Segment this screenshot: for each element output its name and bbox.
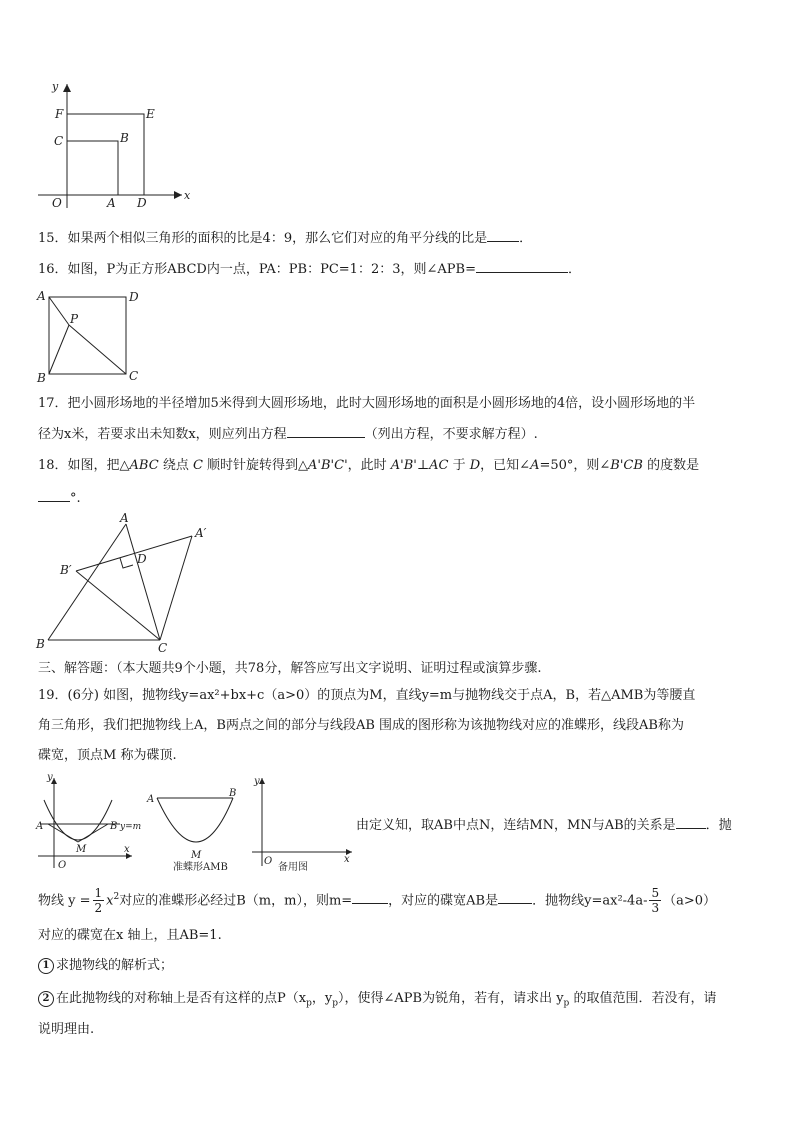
question-19-line-5: 物线 y = $\frac{1}{2}$ $x^2$对应的准蝶形必经过B（m，m），则m= ，对应的碟宽AB是 ．抛物线y=ax²-4a- $\frac{5}{3}$ （a>0） xyxy=(38,886,717,916)
svg-text:O: O xyxy=(264,856,273,867)
svg-text:M: M xyxy=(76,844,87,855)
figure-q19-graph-3 xyxy=(248,772,360,872)
point-C: C xyxy=(129,369,139,383)
point-B: B xyxy=(120,131,129,145)
answer-blank-15 xyxy=(487,229,519,242)
svg-text:x: x xyxy=(124,844,130,855)
point-A: A xyxy=(37,289,46,303)
svg-text:y=m: y=m xyxy=(120,822,142,832)
question-19-part-1: 1 求抛物线的解析式； xyxy=(38,957,173,975)
point-C: C xyxy=(158,641,168,655)
svg-text:B: B xyxy=(229,788,237,799)
svg-text:x: x xyxy=(344,854,350,865)
svg-text:y: y xyxy=(47,772,53,783)
svg-text:A: A xyxy=(36,821,44,832)
answer-blank-19-relation xyxy=(676,816,706,829)
answer-blank-18 xyxy=(38,489,70,502)
figure-q18-rotation xyxy=(30,510,230,660)
svg-text:A: A xyxy=(147,794,155,805)
part-2-number: 2 xyxy=(38,991,54,1007)
point-D: D xyxy=(137,196,147,210)
point-O: O xyxy=(52,196,62,210)
figure-q16-square xyxy=(34,286,154,386)
question-19-part-2: 2 在此抛物线的对称轴上是否有这样的点$P(x_p$，$y_p$），使得∠APB为锐角，若有，请求出 $y_p$ 的取值范围．若没有，请 xyxy=(38,990,716,1013)
point-A-prime: A′ xyxy=(195,526,207,540)
section-3-heading: 三、解答题：（本大题共9个小题，共78分，解答应写出文字说明、证明过程或演算步骤. xyxy=(38,661,542,676)
question-19-line-8: 说明理由. xyxy=(38,1022,95,1037)
point-D: D xyxy=(137,552,147,566)
question-19-line-1: 19．(6分) 如图，抛物线y=ax²+bx+c（a>0）的顶点为M，直线y=m与抛物线交于点A，B，若△AMB为等腰直 xyxy=(38,688,696,703)
answer-blank-16 xyxy=(476,260,568,273)
point-A: A xyxy=(120,511,129,525)
svg-text:O: O xyxy=(58,860,67,871)
question-16-text: 16．如图，P为正方形ABCD内一点，PA：PB：PC=1：2：3，则∠APB= xyxy=(38,262,476,277)
point-P: P xyxy=(70,312,79,326)
question-19-line-6: 对应的碟宽在x 轴上，且AB=1. xyxy=(38,928,222,943)
question-15: 15．如果两个相似三角形的面积的比是4：9，那么它们对应的角平分线的比是 ． xyxy=(38,231,533,246)
question-18-line-1: 18．如图，把△ABC 绕点 C 顺时针旋转得到△A'B'C'，此时 A'B'⊥AC 于 D，已知∠A=50°，则∠B'CB 的度数是 xyxy=(38,458,700,473)
figure-q19-graph-2 xyxy=(145,786,245,872)
figure-q14-coordinate-rectangles xyxy=(34,78,194,213)
svg-text:B: B xyxy=(110,821,118,832)
svg-text:y: y xyxy=(254,776,260,787)
question-19-line-3: 碟宽，顶点M 称为碟顶. xyxy=(38,748,177,763)
question-18-line-2: °. xyxy=(38,489,81,508)
question-17-line-2: 径为x米，若要求出未知数x，则应列出方程 （列出方程，不要求解方程）. xyxy=(38,427,538,442)
point-B-prime: B′ xyxy=(60,563,72,577)
question-16: 16．如图，P为正方形ABCD内一点，PA：PB：PC=1：2：3，则∠APB= ． xyxy=(38,262,581,277)
axis-y-label: y xyxy=(52,80,59,93)
figure-q19-graph-1 xyxy=(34,772,144,872)
point-D: D xyxy=(129,290,139,304)
answer-blank-19-m xyxy=(352,891,388,904)
point-A: A xyxy=(107,196,116,210)
question-19-side-text: 由定义知，取AB中点N，连结MN，MN与AB的关系是 ．抛 xyxy=(356,818,732,833)
point-C: C xyxy=(54,134,64,148)
question-17-line-1: 17．把小圆形场地的半径增加5米得到大圆形场地，此时大圆形场地的面积是小圆形场地的4倍，设小圆形场地的半 xyxy=(38,396,696,411)
answer-blank-19-ab xyxy=(498,891,532,904)
svg-text:准蝶形AMB: 准蝶形AMB xyxy=(173,862,228,872)
part-1-number: 1 xyxy=(38,958,54,974)
svg-text:M: M xyxy=(191,850,202,861)
question-15-text: 15．如果两个相似三角形的面积的比是4：9，那么它们对应的角平分线的比是 xyxy=(38,231,488,246)
point-B: B xyxy=(36,637,45,651)
svg-text:备用图: 备用图 xyxy=(278,862,308,872)
answer-blank-17 xyxy=(287,425,365,438)
point-E: E xyxy=(146,107,155,121)
axis-x-label: x xyxy=(184,189,191,202)
point-F: F xyxy=(55,107,64,121)
question-19-line-2: 角三角形，我们把抛物线上A，B两点之间的部分与线段AB 围成的图形称为该抛物线对应的准蝶形，线段AB称为 xyxy=(38,718,684,733)
point-B: B xyxy=(37,371,46,385)
